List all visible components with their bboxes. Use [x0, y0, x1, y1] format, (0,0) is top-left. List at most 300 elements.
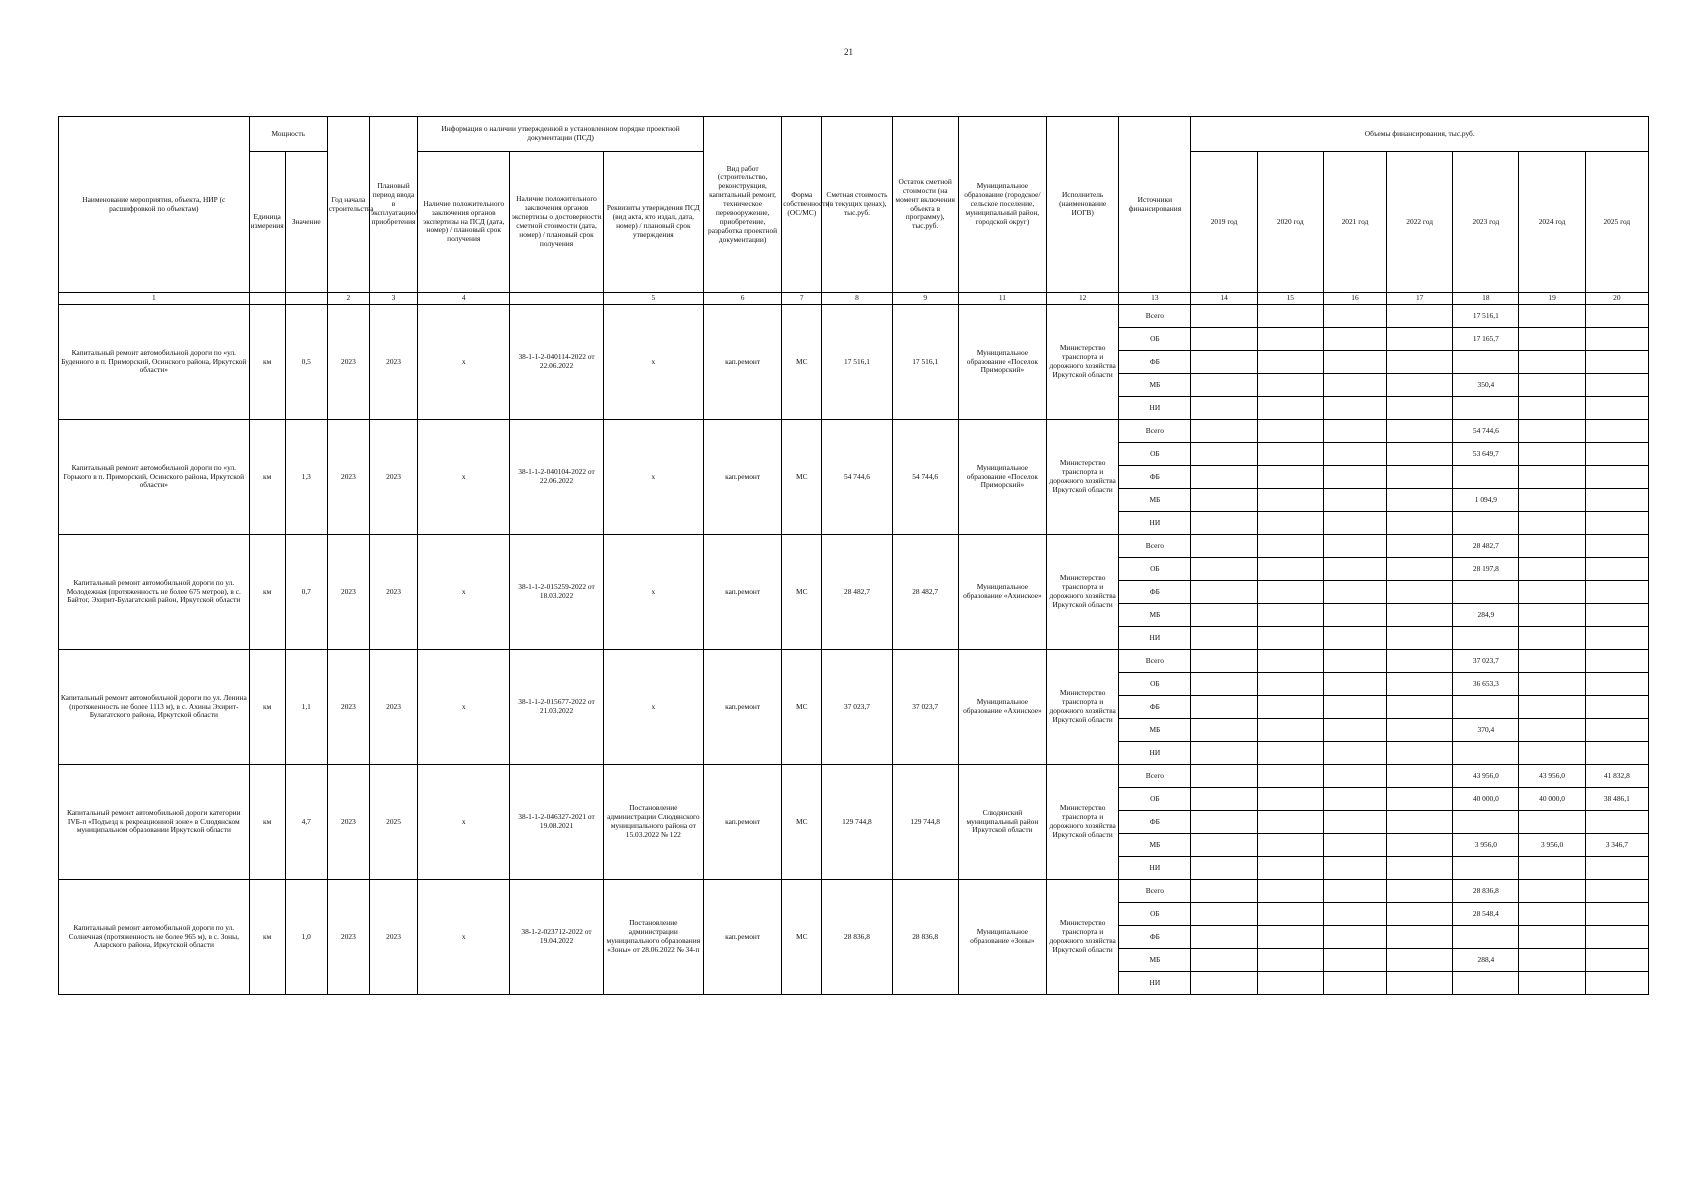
financing-amount	[1257, 949, 1323, 972]
psd-approval: х	[603, 650, 703, 765]
funding-source: НИ	[1119, 512, 1191, 535]
financing-amount	[1585, 351, 1648, 374]
financing-amount	[1387, 880, 1453, 903]
funding-source: Всего	[1119, 765, 1191, 788]
financing-amount	[1191, 880, 1257, 903]
financing-amount	[1585, 742, 1648, 765]
financing-amount	[1323, 443, 1386, 466]
header-cost-expertise: Наличие положительного заключения органов экспертизы о достоверности сметной стоимости (дата, номер) / плановый срок получения	[510, 152, 603, 293]
funding-source: Всего	[1119, 880, 1191, 903]
financing-amount	[1387, 351, 1453, 374]
remaining-cost: 17 516,1	[892, 305, 958, 420]
header-capacity: Мощность	[249, 117, 327, 152]
unit-cell: км	[249, 535, 285, 650]
estimated-cost: 28 836,8	[822, 880, 892, 995]
financing-amount	[1323, 811, 1386, 834]
header-year: 2020 год	[1257, 152, 1323, 293]
psd-approval: х	[603, 305, 703, 420]
psd-approval: Постановление администрации Слюдянского муниципального района от 15.03.2022 № 122	[603, 765, 703, 880]
financing-amount	[1519, 972, 1585, 995]
financing-amount	[1191, 673, 1257, 696]
financing-amount	[1387, 489, 1453, 512]
funding-source: ОБ	[1119, 788, 1191, 811]
psd-approval: х	[603, 420, 703, 535]
financing-amount	[1323, 742, 1386, 765]
financing-amount: 38 486,1	[1585, 788, 1648, 811]
financing-amount	[1387, 742, 1453, 765]
remaining-cost: 28 482,7	[892, 535, 958, 650]
financing-amount	[1323, 374, 1386, 397]
financing-amount	[1191, 811, 1257, 834]
planned-period: 2023	[369, 650, 417, 765]
financing-amount	[1191, 742, 1257, 765]
header-unit: Единица измерения	[249, 152, 285, 293]
funding-source: ФБ	[1119, 581, 1191, 604]
financing-amount	[1585, 305, 1648, 328]
financing-amount	[1257, 903, 1323, 926]
cost-expertise: 38-1-1-2-015677-2022 от 21.03.2022	[510, 650, 603, 765]
executor: Министерство транспорта и дорожного хозяйства Иркутской области	[1047, 305, 1119, 420]
work-type: кап.ремонт	[703, 765, 781, 880]
financing-amount	[1323, 420, 1386, 443]
financing-amount	[1191, 604, 1257, 627]
financing-amount: 284,9	[1453, 604, 1519, 627]
planned-period: 2025	[369, 765, 417, 880]
capacity-value: 4,7	[285, 765, 327, 880]
financing-amount	[1323, 857, 1386, 880]
financing-amount	[1453, 581, 1519, 604]
financing-amount	[1191, 972, 1257, 995]
financing-amount	[1387, 535, 1453, 558]
financing-amount: 370,4	[1453, 719, 1519, 742]
ownership: МС	[782, 535, 822, 650]
funding-source: ОБ	[1119, 443, 1191, 466]
financing-amount	[1323, 972, 1386, 995]
financing-amount	[1191, 558, 1257, 581]
header-executor: Исполнитель (наименование ИОГВ)	[1047, 117, 1119, 293]
financing-amount	[1323, 512, 1386, 535]
financing-amount: 40 000,0	[1453, 788, 1519, 811]
financing-amount	[1257, 765, 1323, 788]
financing-amount	[1191, 443, 1257, 466]
financing-amount	[1387, 397, 1453, 420]
funding-source: ФБ	[1119, 466, 1191, 489]
financing-amount	[1323, 880, 1386, 903]
work-type: кап.ремонт	[703, 420, 781, 535]
psd-expertise: х	[418, 650, 510, 765]
work-type: кап.ремонт	[703, 305, 781, 420]
funding-source: Всего	[1119, 305, 1191, 328]
header-start-year: Год начала строительства	[327, 117, 369, 293]
financing-table	[58, 116, 1649, 995]
funding-source: ФБ	[1119, 351, 1191, 374]
page-number: 21	[844, 47, 853, 57]
financing-amount	[1519, 604, 1585, 627]
financing-amount	[1585, 558, 1648, 581]
funding-source: МБ	[1119, 949, 1191, 972]
estimated-cost: 28 482,7	[822, 535, 892, 650]
column-number: 13	[1119, 293, 1191, 305]
financing-amount	[1323, 305, 1386, 328]
financing-amount	[1519, 420, 1585, 443]
financing-amount	[1519, 489, 1585, 512]
financing-amount	[1387, 512, 1453, 535]
column-number	[510, 293, 603, 305]
column-number: 20	[1585, 293, 1648, 305]
column-number: 6	[703, 293, 781, 305]
financing-amount	[1519, 558, 1585, 581]
financing-amount: 40 000,0	[1519, 788, 1585, 811]
funding-source: НИ	[1119, 972, 1191, 995]
unit-cell: км	[249, 765, 285, 880]
object-name: Капитальный ремонт автомобильной дороги по ул. Ленина (протяженность не более 1113 м), в с. Ахины Эхирит-Булагатского района, Иркутской области	[59, 650, 250, 765]
financing-amount	[1585, 650, 1648, 673]
financing-amount	[1323, 834, 1386, 857]
funding-source: НИ	[1119, 742, 1191, 765]
financing-amount	[1519, 374, 1585, 397]
financing-amount	[1257, 512, 1323, 535]
cost-expertise: 38-1-1-2-015259-2022 от 18.03.2022	[510, 535, 603, 650]
financing-amount	[1585, 466, 1648, 489]
financing-amount	[1323, 558, 1386, 581]
financing-amount	[1323, 351, 1386, 374]
financing-amount	[1257, 650, 1323, 673]
financing-amount	[1257, 719, 1323, 742]
financing-amount	[1387, 972, 1453, 995]
psd-expertise: х	[418, 420, 510, 535]
financing-amount	[1387, 926, 1453, 949]
financing-amount	[1519, 673, 1585, 696]
financing-amount	[1519, 903, 1585, 926]
financing-amount	[1453, 742, 1519, 765]
capacity-value: 1,3	[285, 420, 327, 535]
financing-amount	[1387, 903, 1453, 926]
column-number: 15	[1257, 293, 1323, 305]
column-number: 11	[958, 293, 1046, 305]
remaining-cost: 37 023,7	[892, 650, 958, 765]
cost-expertise: 38-1-1-2-040104-2022 от 22.06.2022	[510, 420, 603, 535]
financing-amount	[1257, 972, 1323, 995]
planned-period: 2023	[369, 305, 417, 420]
cost-expertise: 38-1-2-023712-2022 от 19.04.2022	[510, 880, 603, 995]
header-year: 2025 год	[1585, 152, 1648, 293]
estimated-cost: 129 744,8	[822, 765, 892, 880]
municipality: Муниципальное образование «Ахинское»	[958, 535, 1046, 650]
financing-amount	[1191, 696, 1257, 719]
start-year: 2023	[327, 305, 369, 420]
financing-amount	[1191, 512, 1257, 535]
financing-amount	[1585, 512, 1648, 535]
executor: Министерство транспорта и дорожного хозяйства Иркутской области	[1047, 765, 1119, 880]
financing-amount	[1323, 627, 1386, 650]
financing-amount	[1585, 926, 1648, 949]
financing-amount	[1257, 696, 1323, 719]
funding-source: МБ	[1119, 604, 1191, 627]
planned-period: 2023	[369, 535, 417, 650]
financing-amount	[1191, 788, 1257, 811]
financing-amount	[1519, 857, 1585, 880]
psd-expertise: х	[418, 305, 510, 420]
financing-amount	[1585, 535, 1648, 558]
financing-amount	[1453, 926, 1519, 949]
financing-amount	[1191, 627, 1257, 650]
planned-period: 2023	[369, 880, 417, 995]
municipality: Муниципальное образование «Поселок Приморский»	[958, 420, 1046, 535]
funding-source: МБ	[1119, 834, 1191, 857]
financing-amount	[1257, 742, 1323, 765]
start-year: 2023	[327, 420, 369, 535]
financing-amount	[1257, 834, 1323, 857]
work-type: кап.ремонт	[703, 535, 781, 650]
financing-amount	[1519, 742, 1585, 765]
column-number: 4	[418, 293, 510, 305]
column-number: 9	[892, 293, 958, 305]
column-number: 16	[1323, 293, 1386, 305]
column-number: 19	[1519, 293, 1585, 305]
financing-amount	[1585, 443, 1648, 466]
financing-amount: 3 346,7	[1585, 834, 1648, 857]
header-municipality: Муниципальное образование (городское/сельское поселение, муниципальный район, городской округ)	[958, 117, 1046, 293]
financing-amount	[1191, 926, 1257, 949]
financing-amount: 28 197,8	[1453, 558, 1519, 581]
financing-amount	[1257, 397, 1323, 420]
header-year: 2022 год	[1387, 152, 1453, 293]
financing-amount	[1323, 765, 1386, 788]
financing-amount	[1257, 604, 1323, 627]
municipality: Муниципальное образование «Зоны»	[958, 880, 1046, 995]
financing-amount	[1191, 650, 1257, 673]
financing-amount	[1387, 719, 1453, 742]
financing-amount	[1519, 949, 1585, 972]
financing-amount	[1191, 351, 1257, 374]
financing-amount	[1387, 765, 1453, 788]
financing-amount	[1191, 765, 1257, 788]
financing-amount	[1323, 581, 1386, 604]
capacity-value: 0,5	[285, 305, 327, 420]
start-year: 2023	[327, 650, 369, 765]
cost-expertise: 38-1-1-2-040114-2022 от 22.06.2022	[510, 305, 603, 420]
financing-amount	[1519, 305, 1585, 328]
unit-cell: км	[249, 420, 285, 535]
financing-amount	[1585, 903, 1648, 926]
financing-amount	[1191, 535, 1257, 558]
executor: Министерство транспорта и дорожного хозяйства Иркутской области	[1047, 650, 1119, 765]
financing-amount	[1257, 351, 1323, 374]
financing-amount	[1519, 627, 1585, 650]
object-name: Капитальный ремонт автомобильной дороги по «ул. Буденного в п. Приморский, Осинского района, Иркутской области»	[59, 305, 250, 420]
column-number: 17	[1387, 293, 1453, 305]
financing-amount	[1387, 857, 1453, 880]
financing-amount	[1387, 696, 1453, 719]
financing-amount	[1585, 880, 1648, 903]
funding-source: ФБ	[1119, 811, 1191, 834]
psd-expertise: х	[418, 765, 510, 880]
municipality: Слюдянский муниципальный район Иркутской области	[958, 765, 1046, 880]
header-sources: Источники финансирования	[1119, 117, 1191, 293]
financing-amount	[1519, 397, 1585, 420]
financing-amount: 28 482,7	[1453, 535, 1519, 558]
funding-source: Всего	[1119, 650, 1191, 673]
financing-amount: 28 548,4	[1453, 903, 1519, 926]
funding-source: Всего	[1119, 535, 1191, 558]
financing-amount	[1323, 719, 1386, 742]
financing-amount	[1323, 949, 1386, 972]
financing-amount	[1257, 535, 1323, 558]
financing-amount: 28 836,8	[1453, 880, 1519, 903]
start-year: 2023	[327, 765, 369, 880]
estimated-cost: 17 516,1	[822, 305, 892, 420]
column-number: 14	[1191, 293, 1257, 305]
header-planned-period: Плановый период ввода в эксплуатацию/приобретения	[369, 117, 417, 293]
financing-amount	[1453, 811, 1519, 834]
ownership: МС	[782, 420, 822, 535]
financing-amount	[1519, 719, 1585, 742]
financing-amount	[1191, 374, 1257, 397]
financing-amount	[1257, 581, 1323, 604]
financing-amount	[1191, 420, 1257, 443]
table-row	[59, 880, 1649, 903]
cost-expertise: 38-1-1-2-046327-2021 от 19.08.2021	[510, 765, 603, 880]
remaining-cost: 54 744,6	[892, 420, 958, 535]
financing-amount	[1191, 834, 1257, 857]
financing-amount	[1257, 857, 1323, 880]
financing-amount	[1323, 926, 1386, 949]
column-number	[249, 293, 285, 305]
financing-amount: 43 956,0	[1453, 765, 1519, 788]
financing-amount	[1585, 328, 1648, 351]
financing-amount	[1453, 696, 1519, 719]
financing-amount	[1257, 880, 1323, 903]
object-name: Капитальный ремонт автомобильной дороги по ул. Молодежная (протяженность не более 675 метров), в с. Байтог, Эхирит-Булагатский район, Иркутской области	[59, 535, 250, 650]
column-number: 5	[603, 293, 703, 305]
table-row	[59, 765, 1649, 788]
financing-amount	[1387, 834, 1453, 857]
financing-amount: 17 516,1	[1453, 305, 1519, 328]
financing-amount	[1387, 443, 1453, 466]
financing-amount	[1257, 328, 1323, 351]
header-work-type: Вид работ (строительство, реконструкция, капитальный ремонт, техническое перевооружение, приобретение, разработка проектной документации)	[703, 117, 781, 293]
unit-cell: км	[249, 305, 285, 420]
financing-amount	[1585, 972, 1648, 995]
financing-amount	[1191, 489, 1257, 512]
financing-amount	[1257, 811, 1323, 834]
header-financing: Объемы финансирования, тыс.руб.	[1191, 117, 1649, 152]
funding-source: НИ	[1119, 627, 1191, 650]
financing-amount	[1519, 535, 1585, 558]
financing-amount	[1585, 489, 1648, 512]
financing-amount	[1257, 673, 1323, 696]
estimated-cost: 54 744,6	[822, 420, 892, 535]
financing-amount	[1519, 512, 1585, 535]
object-name: Капитальный ремонт автомобильной дороги по «ул. Горького в п. Приморский, Осинского района, Иркутской области»	[59, 420, 250, 535]
financing-amount	[1519, 581, 1585, 604]
start-year: 2023	[327, 535, 369, 650]
funding-source: ФБ	[1119, 696, 1191, 719]
financing-amount	[1191, 466, 1257, 489]
financing-amount	[1191, 719, 1257, 742]
funding-source: ОБ	[1119, 673, 1191, 696]
financing-amount	[1585, 857, 1648, 880]
financing-amount	[1323, 397, 1386, 420]
executor: Министерство транспорта и дорожного хозяйства Иркутской области	[1047, 420, 1119, 535]
header-estimated-cost: Сметная стоимость (в текущих ценах), тыс.руб.	[822, 117, 892, 293]
column-number: 2	[327, 293, 369, 305]
planned-period: 2023	[369, 420, 417, 535]
financing-amount	[1585, 581, 1648, 604]
municipality: Муниципальное образование «Поселок Приморский»	[958, 305, 1046, 420]
financing-amount	[1387, 420, 1453, 443]
financing-amount	[1387, 581, 1453, 604]
funding-source: НИ	[1119, 397, 1191, 420]
financing-amount	[1257, 627, 1323, 650]
table-body	[59, 305, 1649, 995]
financing-amount	[1323, 696, 1386, 719]
financing-amount	[1323, 535, 1386, 558]
financing-amount	[1387, 558, 1453, 581]
capacity-value: 1,1	[285, 650, 327, 765]
financing-amount: 288,4	[1453, 949, 1519, 972]
financing-amount	[1191, 903, 1257, 926]
financing-amount: 3 956,0	[1519, 834, 1585, 857]
financing-amount	[1191, 305, 1257, 328]
table-row	[59, 650, 1649, 673]
financing-amount	[1387, 328, 1453, 351]
financing-amount: 41 832,8	[1585, 765, 1648, 788]
financing-amount	[1519, 351, 1585, 374]
funding-source: МБ	[1119, 489, 1191, 512]
work-type: кап.ремонт	[703, 880, 781, 995]
psd-approval: Постановление администрации муниципального образования «Зоны» от 28.06.2022 № 34-п	[603, 880, 703, 995]
header-year: 2021 год	[1323, 152, 1386, 293]
financing-amount	[1323, 604, 1386, 627]
financing-amount	[1519, 650, 1585, 673]
financing-amount	[1323, 466, 1386, 489]
table-row	[59, 305, 1649, 328]
financing-amount	[1323, 903, 1386, 926]
header-name: Наименование мероприятия, объекта, НИР (с расшифровкой по объектам)	[59, 117, 250, 293]
financing-amount	[1519, 926, 1585, 949]
work-type: кап.ремонт	[703, 650, 781, 765]
financing-amount	[1257, 443, 1323, 466]
table-row	[59, 420, 1649, 443]
financing-amount: 350,4	[1453, 374, 1519, 397]
start-year: 2023	[327, 880, 369, 995]
executor: Министерство транспорта и дорожного хозяйства Иркутской области	[1047, 880, 1119, 995]
financing-amount	[1191, 328, 1257, 351]
financing-amount	[1585, 719, 1648, 742]
ownership: МС	[782, 765, 822, 880]
financing-amount	[1387, 627, 1453, 650]
financing-amount	[1387, 604, 1453, 627]
capacity-value: 1,0	[285, 880, 327, 995]
financing-amount	[1585, 627, 1648, 650]
funding-source: МБ	[1119, 719, 1191, 742]
financing-amount	[1453, 857, 1519, 880]
funding-source: ОБ	[1119, 903, 1191, 926]
column-number: 7	[782, 293, 822, 305]
funding-source: ФБ	[1119, 926, 1191, 949]
remaining-cost: 129 744,8	[892, 765, 958, 880]
header-year: 2019 год	[1191, 152, 1257, 293]
column-number: 1	[59, 293, 250, 305]
funding-source: ОБ	[1119, 558, 1191, 581]
table-header	[59, 117, 1649, 305]
financing-amount: 54 744,6	[1453, 420, 1519, 443]
header-remaining-cost: Остаток сметной стоимости (на момент включения объекта в программу), тыс.руб.	[892, 117, 958, 293]
financing-amount	[1323, 328, 1386, 351]
object-name: Капитальный ремонт автомобильной дороги категории IVБ-п «Подъезд к рекреационной зоне» в Слюдянском муниципальном образовании Иркутской области	[59, 765, 250, 880]
psd-expertise: х	[418, 535, 510, 650]
